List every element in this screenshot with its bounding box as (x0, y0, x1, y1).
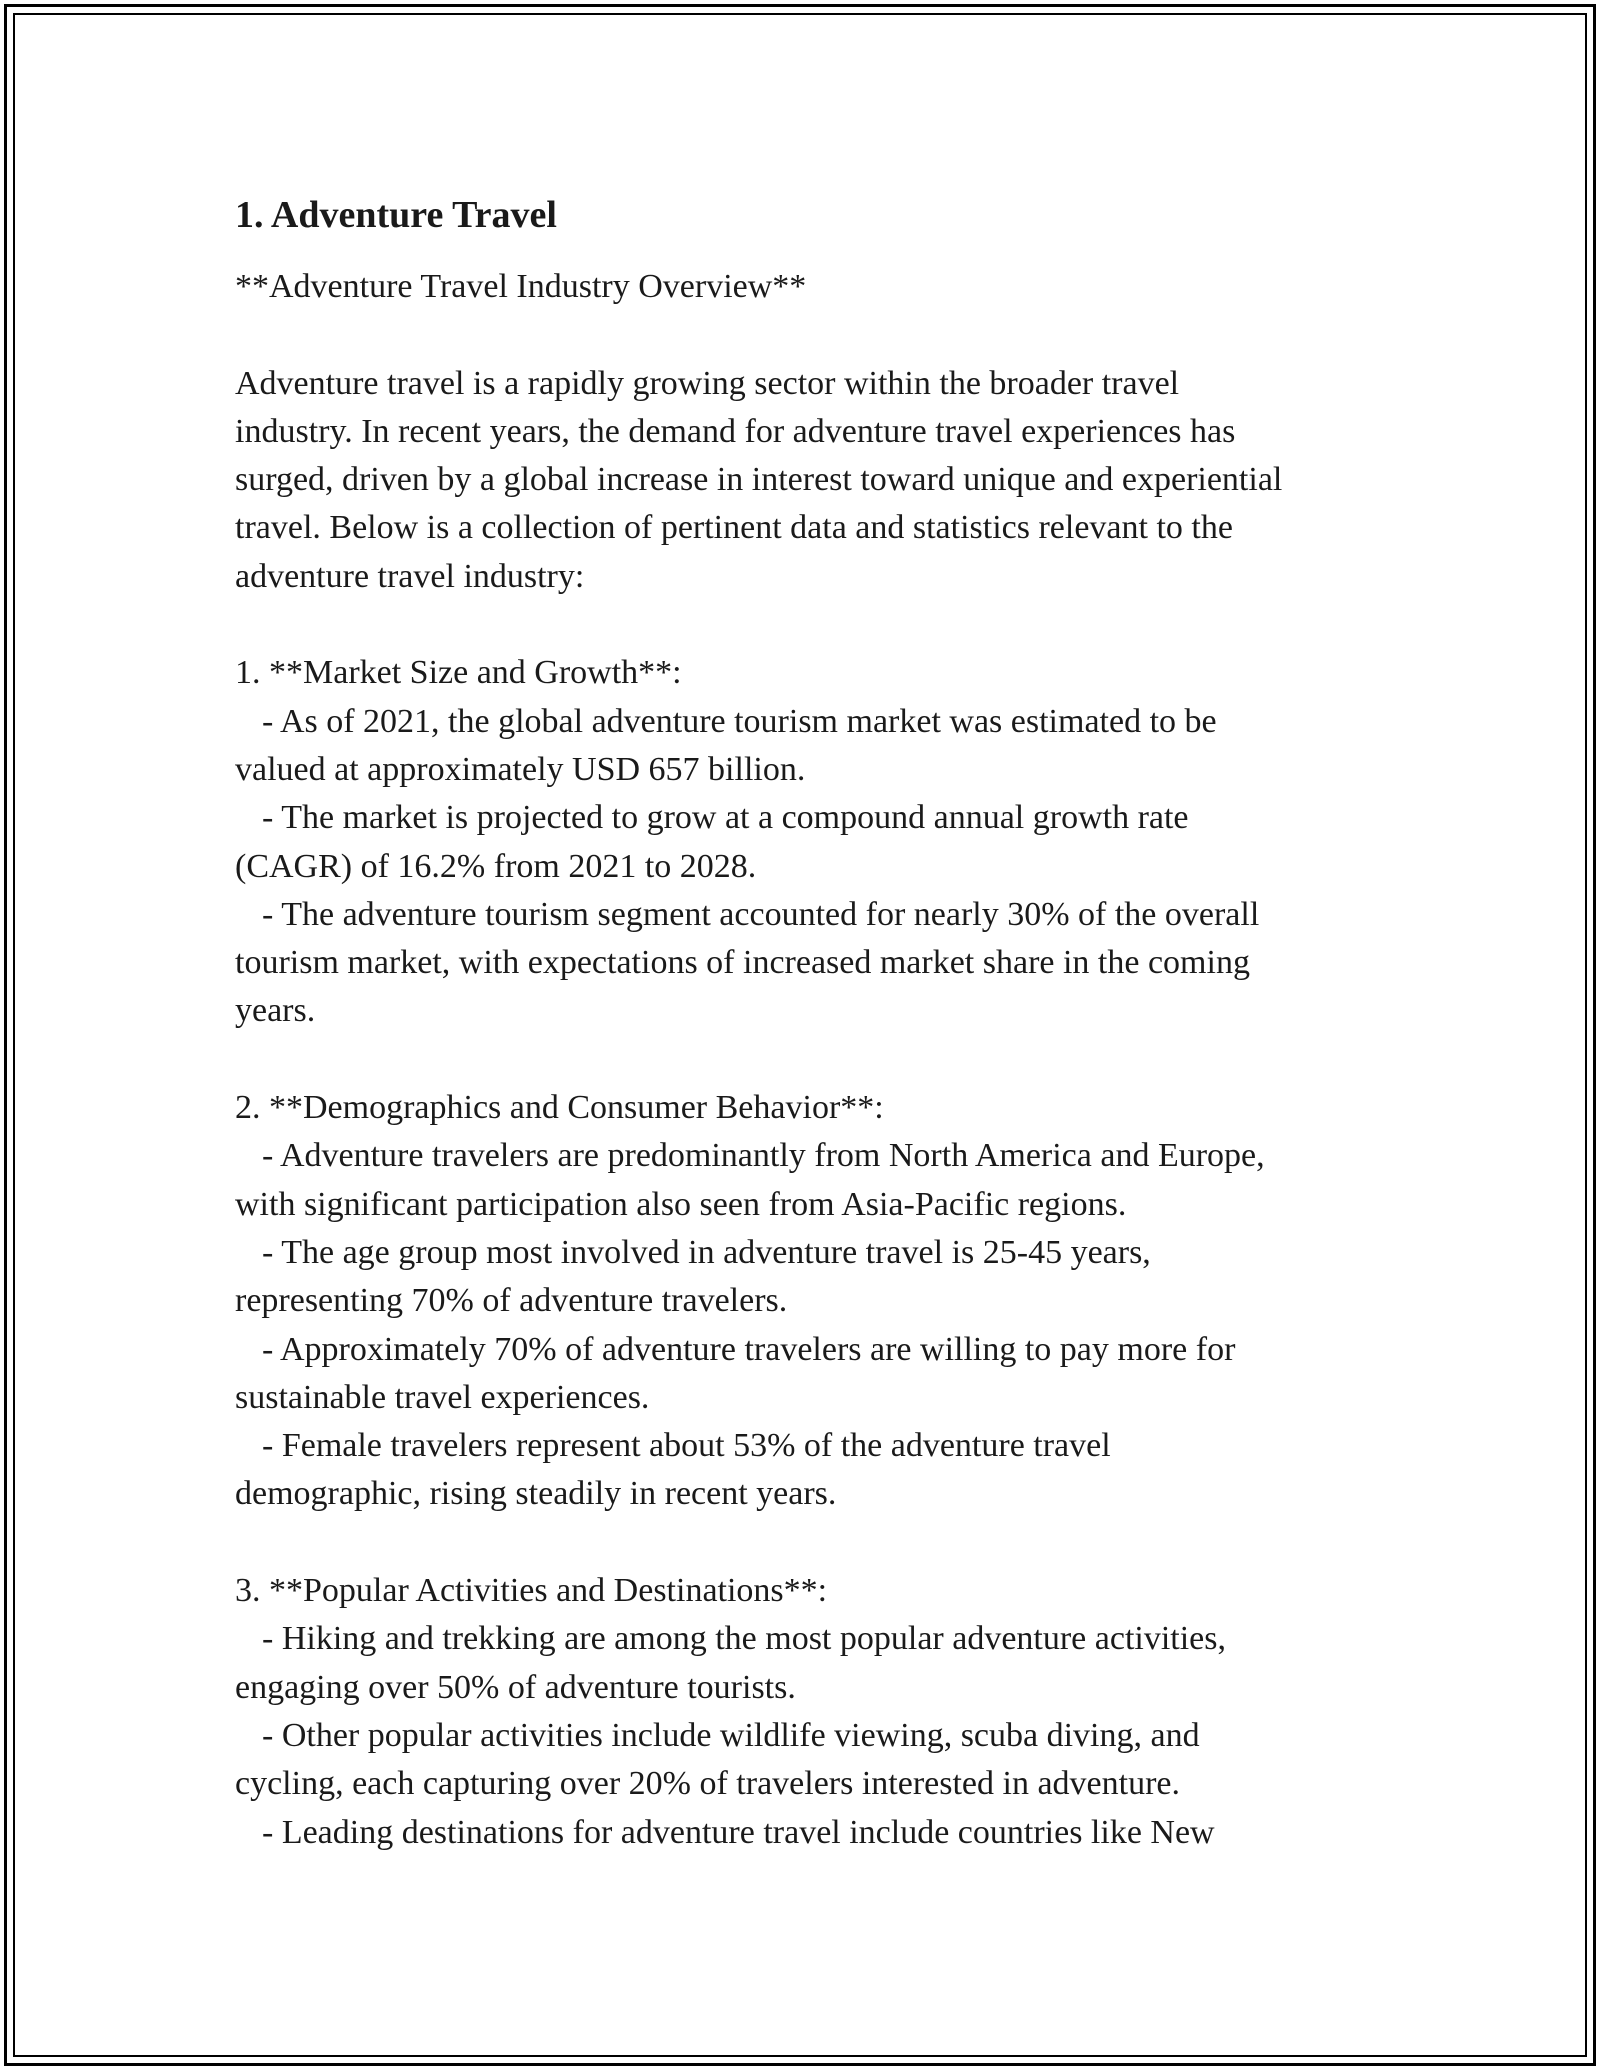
section-heading: 3. **Popular Activities and Destinations**: (235, 1572, 828, 1610)
line-text: - Female travelers represent about 53% of the adventure travel (262, 1427, 1111, 1465)
line-text: - The adventure tourism segment accounted for nearly 30% of the overall (262, 895, 1260, 933)
section (235, 649, 1385, 1035)
bullet-continuation (235, 1181, 1385, 1229)
line-text: valued at approximately USD 657 billion. (235, 750, 806, 788)
bullet-continuation (235, 1664, 1385, 1712)
bullet-line (235, 891, 1385, 939)
sections-container (235, 601, 1385, 1857)
line-text: - Adventure travelers are predominantly from North America and Europe, (262, 1137, 1265, 1175)
line-text: - Leading destinations for adventure travel include countries like New (262, 1813, 1215, 1851)
spacer (235, 601, 1385, 649)
line-text: years. (235, 992, 316, 1030)
intro-line: travel. Below is a collection of pertinent data and statistics relevant to the (235, 509, 1233, 547)
page-title: 1. Adventure Travel (235, 194, 557, 236)
intro-line: surged, driven by a global increase in interest toward unique and experiential (235, 461, 1283, 499)
spacer (235, 1036, 1385, 1084)
overview-heading: **Adventure Travel Industry Overview** (235, 268, 807, 305)
line-text: representing 70% of adventure travelers. (235, 1282, 788, 1320)
bullet-line (235, 794, 1385, 842)
section-heading: 2. **Demographics and Consumer Behavior**: (235, 1089, 884, 1127)
line-text: sustainable travel experiences. (235, 1378, 650, 1416)
bullet-line (235, 1132, 1385, 1180)
line-text: - Hiking and trekking are among the most popular adventure activities, (262, 1620, 1227, 1658)
intro-line: industry. In recent years, the demand for adventure travel experiences has (235, 412, 1236, 450)
line-text: - As of 2021, the global adventure tourism market was estimated to be (262, 702, 1217, 740)
line-text: demographic, rising steadily in recent years. (235, 1475, 837, 1513)
line-text: - The market is projected to grow at a compound annual growth rate (262, 799, 1189, 837)
bullet-continuation (235, 1374, 1385, 1422)
bullet-line (235, 1229, 1385, 1277)
intro-line: Adventure travel is a rapidly growing sector within the broader travel (235, 364, 1180, 402)
line-text: cycling, each capturing over 20% of travelers interested in adventure. (235, 1765, 1180, 1803)
bullet-line (235, 1712, 1385, 1760)
section (235, 1084, 1385, 1519)
bullet-continuation (235, 843, 1385, 891)
line-text: with significant participation also seen from Asia-Pacific regions. (235, 1185, 1127, 1223)
line-text: - Approximately 70% of adventure travelers are willing to pay more for (262, 1330, 1236, 1368)
line-text: tourism market, with expectations of increased market share in the coming (235, 944, 1250, 982)
bullet-continuation (235, 746, 1385, 794)
section (235, 1567, 1385, 1857)
intro-line: adventure travel industry: (235, 557, 585, 595)
bullet-continuation (235, 987, 1385, 1035)
line-text: engaging over 50% of adventure tourists. (235, 1668, 796, 1706)
document-body (235, 186, 1385, 1857)
line-text: - Other popular activities include wildlife viewing, scuba diving, and (262, 1716, 1200, 1754)
section-heading: 1. **Market Size and Growth**: (235, 654, 682, 692)
intro-paragraph (235, 360, 1385, 601)
spacer (235, 311, 1385, 359)
bullet-continuation (235, 1760, 1385, 1808)
line-text: - The age group most involved in adventure travel is 25-45 years, (262, 1233, 1151, 1271)
bullet-line (235, 1422, 1385, 1470)
bullet-continuation (235, 1277, 1385, 1325)
bullet-line (235, 1809, 1385, 1857)
bullet-continuation (235, 939, 1385, 987)
spacer (235, 1519, 1385, 1567)
bullet-line (235, 1326, 1385, 1374)
bullet-line (235, 698, 1385, 746)
bullet-continuation (235, 1470, 1385, 1518)
line-text: (CAGR) of 16.2% from 2021 to 2028. (235, 847, 757, 885)
bullet-line (235, 1615, 1385, 1663)
